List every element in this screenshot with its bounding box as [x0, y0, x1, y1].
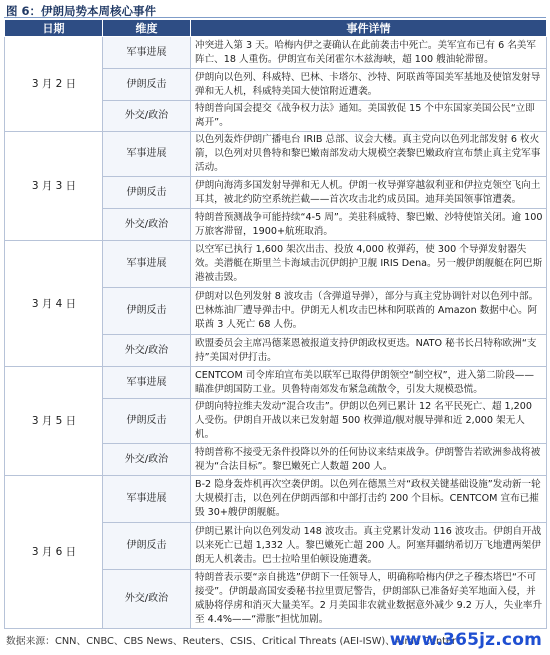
- dimension-cell: 外交/政治: [103, 444, 191, 476]
- events-table: [4, 19, 547, 629]
- dimension-cell: 外交/政治: [103, 335, 191, 367]
- dimension-cell: 军事进展: [103, 241, 191, 288]
- dimension-cell: 伊朗反击: [103, 399, 191, 444]
- detail-cell: 特朗普预测战争可能持续“4-5 周”。美驻科威特、黎巴嫩、沙特使馆关闭。逾 100 万旅客滞留，1900+航班取消。: [191, 209, 547, 241]
- detail-cell: 伊朗向特拉维夫发动“混合攻击”。伊朗以色列已累计 12 名平民死亡、超 1,200 人受伤。伊朗自开战以来已发射超 500 枚弹道/舰对舰导弹和近 2,000 架无人机。: [191, 399, 547, 444]
- detail-cell: 以空军已执行 1,600 架次出击、投放 4,000 枚弹药，使 300 个导弹发射器失效。美潜艇在斯里兰卡海域击沉伊朗护卫舰 IRIS Dena。另一艘伊朗舰艇在阿巴斯港被击毁。: [191, 241, 547, 288]
- dimension-cell: 伊朗反击: [103, 288, 191, 335]
- table-row: [5, 241, 547, 288]
- dimension-cell: 伊朗反击: [103, 523, 191, 570]
- detail-cell: 特朗普称不接受无条件投降以外的任何协议来结束战争。伊朗警告若欧洲参战将被视为“合法目标”。黎巴嫩死亡人数超 200 人。: [191, 444, 547, 476]
- dimension-cell: 外交/政治: [103, 209, 191, 241]
- dimension-cell: 伊朗反击: [103, 177, 191, 209]
- detail-cell: B-2 隐身轰炸机再次空袭伊朗。以色列在德黑兰对“政权关键基础设施”发动新一轮大规模打击，以色列在伊朗西部和中部打击约 200 个目标。CENTCOM 宣布已摧毁 30+艘伊朗舰艇。: [191, 476, 547, 523]
- dimension-cell: 伊朗反击: [103, 69, 191, 101]
- detail-cell: CENTCOM 司令库珀宣布美以联军已取得伊朗领空“制空权”，进入第二阶段——瞄准伊朗国防工业。贝鲁特南郊发布紧急疏散令，引发大规模恐慌。: [191, 367, 547, 399]
- dimension-cell: 军事进展: [103, 37, 191, 69]
- table-row: [5, 132, 547, 177]
- detail-cell: 欧盟委员会主席冯德莱恩被报道支持伊朗政权更迭。NATO 秘书长吕特称欧洲“支持”美国对伊打击。: [191, 335, 547, 367]
- source-note: 数据来源：CNN、CNBC、CBS News、Reuters、CSIS、Critical Threats (AEI-ISW)、Alma Center: [6, 636, 457, 647]
- dimension-cell: 军事进展: [103, 476, 191, 523]
- title-divider: [4, 17, 546, 18]
- dimension-cell: 军事进展: [103, 367, 191, 399]
- figure-title: 图 6：伊朗局势本周核心事件: [6, 4, 157, 18]
- detail-cell: 伊朗向以色列、科威特、巴林、卡塔尔、沙特、阿联酋等国美军基地及使馆发射导弹和无人机，科威特美国大使馆附近遭袭。: [191, 69, 547, 101]
- detail-cell: 伊朗已累计向以色列发动 148 波攻击。真主党累计发动 116 波攻击。伊朗自开战以来死亡已超 1,332 人。黎巴嫩死亡超 200 人。阿塞拜疆纳希切万飞地遭两架伊朗无人机袭击。巴士拉哈里伯顿设施遭袭。: [191, 523, 547, 570]
- detail-cell: 以色列轰炸伊朗广播电台 IRIB 总部、议会大楼。真主党向以色列北部发射 6 枚火箭，以色列对贝鲁特和黎巴嫩南部发动大规模空袭黎巴嫩政府宣布禁止真主党军事活动。: [191, 132, 547, 177]
- watermark: www.365jz.com: [389, 630, 542, 650]
- date-cell: 3 月 6 日: [5, 476, 103, 629]
- detail-cell: 特朗普向国会提交《战争权力法》通知。美国敦促 15 个中东国家美国公民“立即离开”。: [191, 101, 547, 132]
- table-row: [5, 367, 547, 399]
- date-cell: 3 月 2 日: [5, 37, 103, 132]
- detail-cell: 伊朗向海湾多国发射导弹和无人机。伊朗一枚导弹穿越叙利亚和伊拉克领空飞向土耳其，被北约防空系统拦截——首次攻击北约成员国。迪拜美国领事馆遭袭。: [191, 177, 547, 209]
- table-header-row: [5, 20, 547, 37]
- detail-cell: 伊朗对以色列发射 8 波攻击（含弹道导弹），部分与真主党协调针对以色列中部。巴林炼油厂遭导弹击中。伊朗无人机攻击巴林和阿联酋的 Amazon 数据中心。阿联酋 3 人死亡 68 人伤。: [191, 288, 547, 335]
- date-cell: 3 月 5 日: [5, 367, 103, 476]
- date-cell: 3 月 4 日: [5, 241, 103, 367]
- detail-cell: 冲突进入第 3 天。哈梅内伊之妻确认在此前袭击中死亡。美军宣布已有 6 名美军阵亡、18 人重伤。伊朗宣布关闭霍尔木兹海峡，超 100 艘油轮滞留。: [191, 37, 547, 69]
- header-dimension: 维度: [103, 20, 191, 37]
- dimension-cell: 外交/政治: [103, 101, 191, 132]
- dimension-cell: 军事进展: [103, 132, 191, 177]
- detail-cell: 特朗普表示要“亲自挑选”伊朗下一任领导人，明确称哈梅内伊之子穆杰塔巴“不可接受”。伊朗最高国安委秘书拉里贾尼警告，伊朗部队已准备好美军地面入侵，并威胁将俘虏和消灭大量美军。2 月美国非农就业数据意外减少 9.2 万人，失业率升至 4.4%——“滞胀”担忧加剧。: [191, 570, 547, 629]
- table-row: [5, 476, 547, 523]
- header-detail: 事件详情: [191, 20, 547, 37]
- table-row: [5, 37, 547, 69]
- dimension-cell: 外交/政治: [103, 570, 191, 629]
- header-date: 日期: [5, 20, 103, 37]
- date-cell: 3 月 3 日: [5, 132, 103, 241]
